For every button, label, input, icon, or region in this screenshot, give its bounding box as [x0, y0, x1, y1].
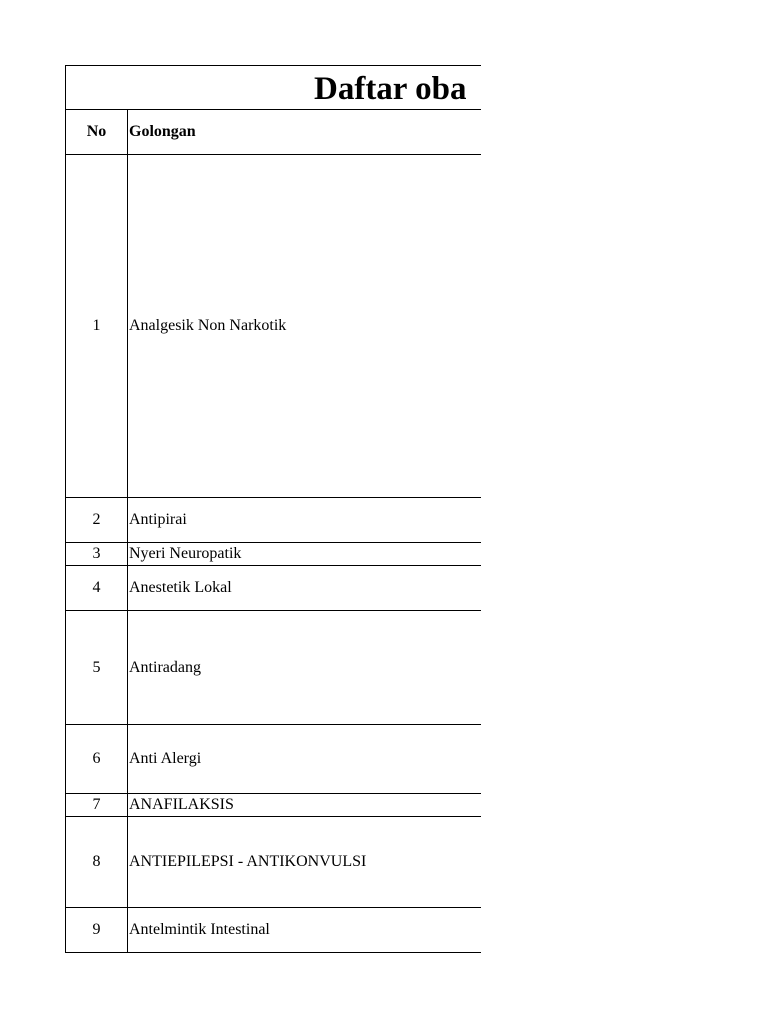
row-no: 1 [66, 155, 128, 497]
row-golongan: Anestetik Lokal [129, 579, 232, 596]
row-no: 4 [66, 566, 128, 610]
row-no: 3 [66, 543, 128, 565]
row-no: 5 [66, 611, 128, 724]
row-no: 9 [66, 908, 128, 952]
table-title: Daftar oba [314, 71, 467, 107]
header-golongan: Golongan [129, 123, 196, 140]
table-row [66, 794, 481, 817]
row-golongan: Anti Alergi [129, 750, 202, 767]
row-golongan: Antiradang [129, 658, 201, 676]
row-no: 6 [66, 725, 128, 793]
row-no: 8 [66, 817, 128, 907]
row-no: 7 [66, 794, 128, 816]
drug-list-table [65, 65, 481, 953]
table-row [66, 611, 481, 725]
row-no: 2 [66, 498, 128, 542]
table-row [66, 543, 481, 566]
row-golongan: Analgesik Non Narkotik [129, 317, 287, 334]
row-golongan: Antelmintik Intestinal [129, 921, 270, 938]
row-golongan: Antipirai [129, 511, 187, 528]
row-golongan: ANAFILAKSIS [129, 796, 234, 813]
table-row [66, 498, 481, 543]
title-row [66, 66, 481, 110]
table-row [66, 817, 481, 908]
row-golongan: Nyeri Neuropatik [129, 545, 242, 562]
table-row [66, 566, 481, 611]
header-no: No [66, 110, 128, 154]
row-golongan: ANTIEPILEPSI - ANTIKONVULSI [129, 853, 367, 870]
table-row [66, 725, 481, 794]
table-row [66, 908, 481, 953]
header-row [66, 110, 481, 155]
table-row [66, 155, 481, 498]
